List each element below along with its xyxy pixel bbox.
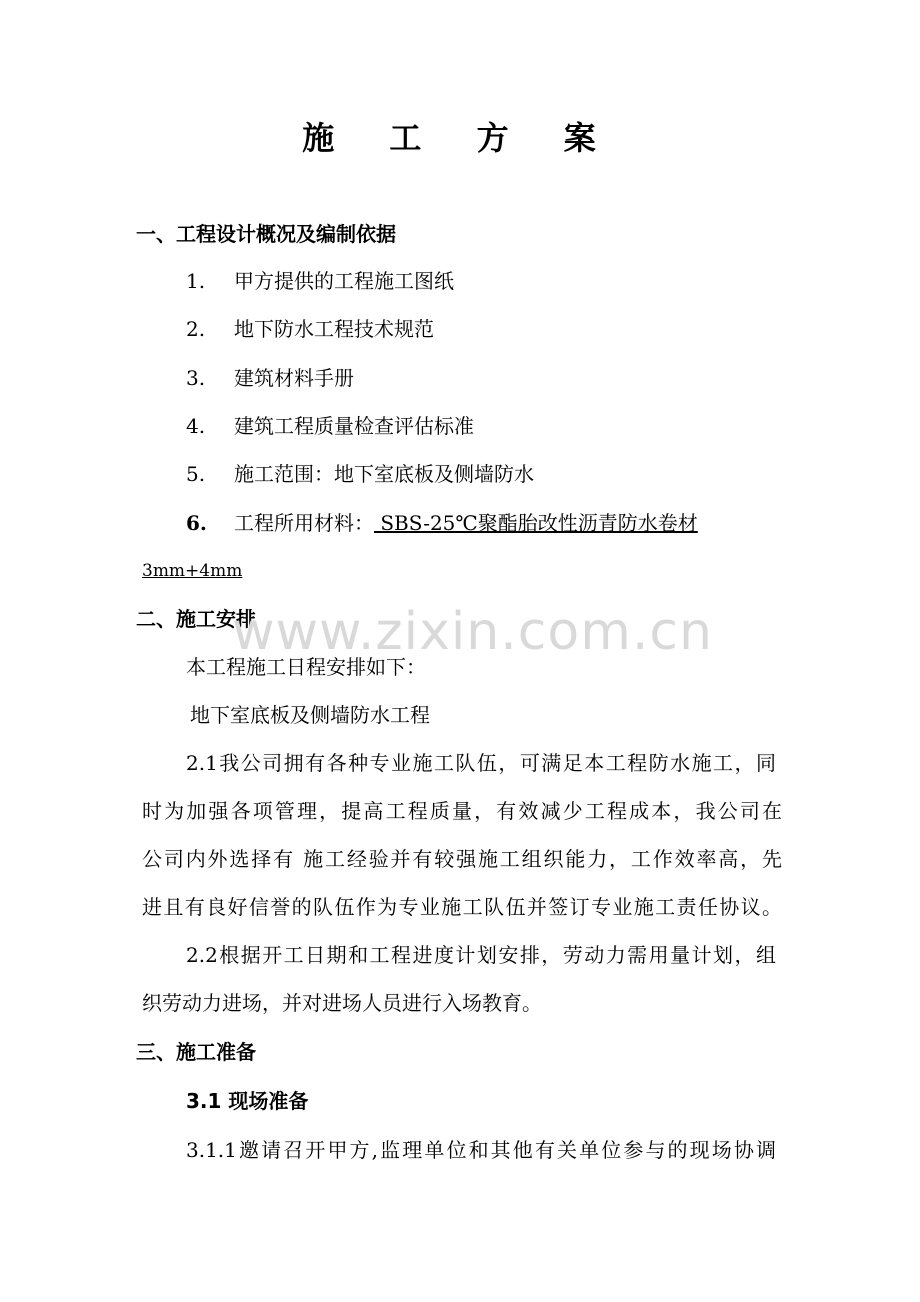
list-item [186, 315, 434, 343]
list-item-text: 建筑材料手册 [234, 366, 354, 390]
paragraph-line: 3.1.1邀请召开甲方,监理单位和其他有关单位参与的现场协调 [186, 1138, 776, 1162]
list-item-number: 5. [186, 462, 206, 486]
list-item [186, 364, 354, 392]
list-item-text: 施工范围：地下室底板及侧墙防水 [234, 462, 534, 486]
document-title: 施 工 方 案 [302, 119, 618, 157]
list-item-text: 甲方提供的工程施工图纸 [234, 269, 454, 293]
list-item-text: 工程所用材料： [234, 511, 374, 535]
paragraph-line: 进且有良好信誉的队伍作为专业施工队伍并签订专业施工责任协议。 [142, 895, 782, 919]
list-item-number: 6. [186, 511, 207, 535]
list-item [186, 460, 534, 488]
material-spec: SBS-25℃聚酯胎改性沥青防水卷材 [374, 511, 698, 535]
list-item-number: 4. [186, 414, 206, 438]
paragraph-line: 本工程施工日程安排如下： [186, 655, 426, 679]
paragraph-line: 2.2根据开工日期和工程进度计划安排，劳动力需用量计划，组 [186, 943, 776, 967]
paragraph-line: 2.1我公司拥有各种专业施工队伍，可满足本工程防水施工，同 [186, 751, 776, 775]
paragraph-line: 时为加强各项管理，提高工程质量，有效减少工程成本，我公司在 [142, 799, 782, 823]
list-item [186, 267, 454, 295]
list-item-number: 3. [186, 366, 206, 390]
section-heading-2: 二、施工安排 [136, 607, 256, 631]
paragraph-line: 地下室底板及侧墙防水工程 [190, 703, 430, 727]
list-item-number: 1. [186, 269, 206, 293]
list-item [186, 412, 474, 440]
sub-heading: 3.1 现场准备 [186, 1089, 309, 1113]
list-item [186, 509, 698, 537]
paragraph-line: 织劳动力进场，并对进场人员进行入场教育。 [142, 991, 542, 1015]
section-heading-3: 三、施工准备 [136, 1040, 256, 1064]
watermark: www.zixin.com.cn [232, 602, 713, 662]
list-item-number: 2. [186, 317, 206, 341]
list-item-text: 地下防水工程技术规范 [234, 317, 434, 341]
paragraph-line: 公司内外选择有 施工经验并有较强施工组织能力，工作效率高，先 [142, 847, 782, 871]
section-heading-1: 一、工程设计概况及编制依据 [136, 222, 396, 246]
list-item-text: 建筑工程质量检查评估标准 [234, 414, 474, 438]
material-spec-continuation: 3mm+4mm [142, 561, 243, 581]
